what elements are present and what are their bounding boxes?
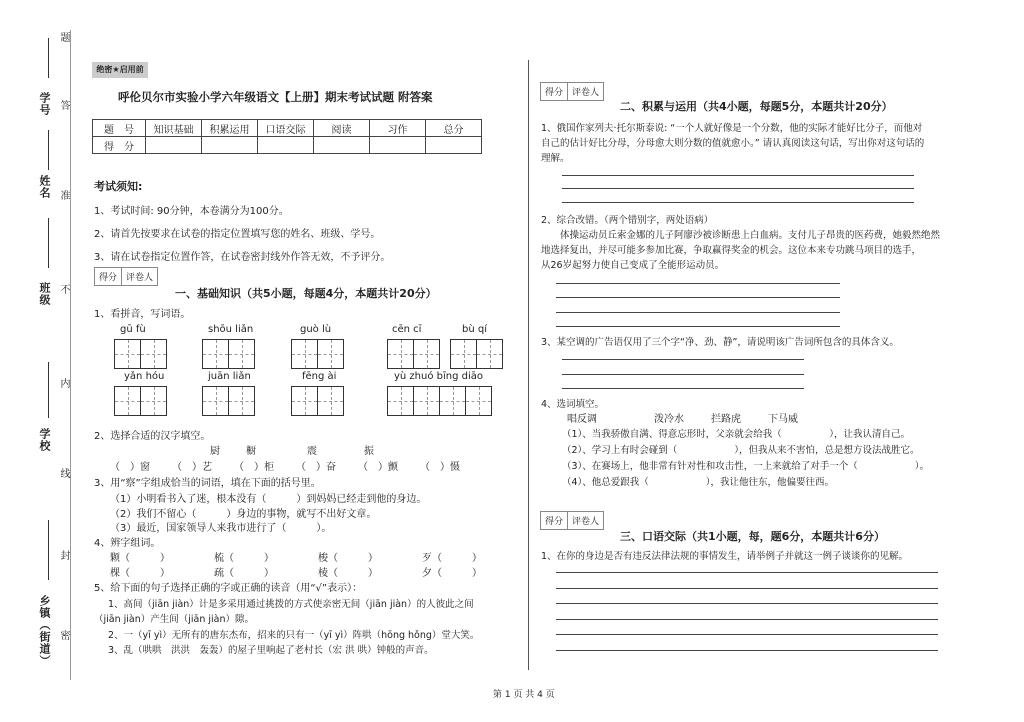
pinyin-label: cēn cī: [392, 324, 422, 335]
seal-mark-feng: 封: [58, 550, 69, 560]
s2-q1-line: 理解。: [541, 153, 570, 164]
q2-blank[interactable]: （ ）慑: [420, 462, 460, 473]
fill-line-id: [48, 38, 49, 78]
seal-mark-zhun: 准: [58, 190, 69, 200]
q3-item: （2）我们不留心（ ）身边的事物，就写不出好文章。: [110, 509, 377, 520]
grader-box: [94, 267, 158, 286]
score-cell: 口语交际: [258, 120, 314, 137]
q4-item[interactable]: 歹（ ）: [422, 553, 482, 564]
label-student-id: 学号: [38, 92, 51, 116]
writing-box[interactable]: [140, 386, 167, 416]
q2-char: 震: [307, 446, 317, 457]
writing-box[interactable]: [476, 339, 503, 369]
q5-item: （jiān jiàn）产生间（jiān jiàn）隙。: [94, 614, 255, 625]
notice-item: 1、考试时间: 90分钟，本卷满分为100分。: [94, 206, 289, 217]
answer-line[interactable]: [556, 283, 840, 284]
word-choice: 唱反调: [567, 414, 597, 425]
q5-prompt: 5、给下面的句子选择正确的字或正确的读音（用“√”表示）：: [94, 583, 363, 594]
grader-score-label: 得分: [95, 268, 122, 285]
q2-char: 厨: [210, 446, 220, 457]
s2-q2-line: 2、综合改错。（两个错别字，两处语病）: [541, 215, 714, 226]
answer-line[interactable]: [562, 359, 804, 360]
score-cell: 题 号: [93, 120, 146, 137]
q4-item[interactable]: 夕（ ）: [422, 568, 482, 579]
writing-box[interactable]: [413, 339, 440, 369]
writing-box[interactable]: [413, 386, 440, 416]
notice-item: 2、请首先按要求在试卷的指定位置填写您的姓名、班级、学号。: [94, 229, 381, 240]
answer-line[interactable]: [556, 297, 840, 298]
section2-heading: 二、积累与运用（共4小题，每题5分，本题共计20分）: [620, 100, 893, 113]
seal-mark-mi: 密: [58, 630, 69, 640]
answer-line[interactable]: [556, 603, 938, 604]
answer-line[interactable]: [562, 175, 914, 176]
word-choice: 下马威: [768, 414, 798, 425]
s2-q4-prompt: 4、选词填空。: [541, 399, 605, 410]
score-input-cell[interactable]: [426, 137, 482, 154]
s2-q4-item: （4）、他总爱跟我（ ），我让他往东，他偏要往西。: [562, 477, 835, 488]
score-input-cell[interactable]: [258, 137, 314, 154]
pinyin-label: guò lù: [300, 324, 332, 335]
q2-blank[interactable]: （ ）窗: [110, 462, 150, 473]
score-cell: 习作: [370, 120, 426, 137]
q2-blank[interactable]: （ ）艺: [172, 462, 212, 473]
grader-score-label: 得分: [541, 83, 568, 100]
q5-item: 2、一（yī yì）无所有的唐东杰布，招来的只有一（yī yì）阵哄（hōng hǒng）堂大笑。: [108, 630, 480, 641]
q4-item[interactable]: 棱（ ）: [318, 568, 378, 579]
answer-line[interactable]: [562, 188, 914, 189]
pinyin-label: juān liǎn: [208, 371, 251, 382]
q3-prompt: 3、用“察”字组成恰当的词语，填在下面的括号里。: [94, 478, 321, 489]
s2-q4-item: （2）、学习上有时会碰到（ ），但我从来不害怕，总是想方设法战胜它。: [562, 445, 920, 456]
pinyin-label: shōu liǎn: [208, 324, 254, 335]
writing-box[interactable]: [140, 339, 167, 369]
score-cell: 阅读: [314, 120, 370, 137]
notice-item: 3、请在试卷指定位置作答，在试卷密封线外作答无效，不予评分。: [94, 252, 391, 263]
score-cell: 知识基础: [146, 120, 202, 137]
score-table: [92, 119, 482, 154]
s2-q1-line: 1、俄国作家列夫·托尔斯泰说: “一个人就好像是一个分数，他的实际才能好比分子，而他对: [541, 123, 923, 134]
s3-q1-prompt: 1、在你的身边是否有违反法律法规的事情发生，请举例子并就这一例子谈谈你的见解。: [541, 551, 909, 562]
writing-box[interactable]: [387, 339, 414, 369]
section3-heading: 三、口语交际（共1小题，每，题6分，本题共计6分）: [620, 530, 885, 543]
score-table-value-row: [93, 137, 482, 154]
word-choice: 泼冷水: [654, 414, 684, 425]
writing-box[interactable]: [291, 386, 318, 416]
fill-line-name: [48, 130, 49, 170]
score-input-cell[interactable]: [314, 137, 370, 154]
q2-blank[interactable]: （ ）颤: [358, 462, 398, 473]
q5-item: 1、高间（jiān jiàn）计是多采用通过挑拨的方式使亲密无间（jiān jiàn）的人彼此之间: [108, 599, 474, 610]
s2-q2-line: 从26岁起努力使自己变成了全能形运动员。: [541, 260, 725, 271]
answer-line[interactable]: [562, 374, 804, 375]
q1-prompt: 1、看拼音，写词语。: [94, 309, 191, 320]
q2-blank[interactable]: （ ）柜: [234, 462, 274, 473]
label-school: 学校: [38, 428, 51, 452]
seal-mark-xian: 线: [58, 468, 69, 478]
answer-line[interactable]: [562, 202, 914, 203]
score-input-cell[interactable]: [202, 137, 258, 154]
page-number: 第 1 页 共 4 页: [493, 690, 555, 700]
pinyin-label: yù zhuó bīng diāo: [394, 371, 484, 382]
writing-box[interactable]: [114, 339, 141, 369]
writing-box[interactable]: [202, 386, 229, 416]
answer-line[interactable]: [562, 388, 804, 389]
writing-box[interactable]: [202, 339, 229, 369]
q3-item: （3）最近，国家领导人来我市进行了（ ）。: [110, 523, 332, 534]
score-cell: 得 分: [93, 137, 146, 154]
s2-q3-prompt: 3、某空调的广告语仅用了三个字“净、劲、静”，请说明该广告词所包含的具体含义。: [541, 337, 899, 348]
s2-q4-item: （1）、当我骄傲自满、得意忘形时，父亲就会给我（ ），让我认清自己。: [562, 429, 911, 440]
writing-box[interactable]: [228, 339, 255, 369]
grader-score-label: 得分: [541, 512, 568, 529]
q2-prompt: 2、选择合适的汉字填空。: [94, 431, 211, 442]
writing-box[interactable]: [439, 386, 466, 416]
secret-badge: 绝密★启用前: [92, 62, 148, 78]
q4-item[interactable]: 疏（ ）: [214, 568, 274, 579]
section1-heading: 一、基础知识（共5小题，每题4分，本题共计20分）: [175, 287, 437, 300]
seal-mark-ti: 题: [58, 32, 69, 42]
score-cell: 积累运用: [202, 120, 258, 137]
writing-box[interactable]: [465, 386, 492, 416]
score-table-header-row: [93, 120, 482, 137]
q3-item: （1）小明看书入了迷，根本没有（ ）到妈妈已经走到他的身边。: [110, 494, 427, 505]
binding-line: [70, 30, 71, 680]
grader-box: [540, 511, 604, 530]
label-name: 姓名: [38, 175, 51, 199]
answer-line[interactable]: [556, 572, 938, 573]
pinyin-label: yǎn hóu: [124, 371, 165, 382]
q4-item[interactable]: 棵（ ）: [110, 568, 170, 579]
q4-item[interactable]: 梭（ ）: [318, 553, 378, 564]
writing-box[interactable]: [317, 339, 344, 369]
writing-box[interactable]: [114, 386, 141, 416]
score-cell: 总分: [426, 120, 482, 137]
writing-box[interactable]: [450, 339, 477, 369]
q2-char: 橱: [246, 446, 256, 457]
q4-item[interactable]: 颗（ ）: [110, 553, 170, 564]
answer-line[interactable]: [556, 634, 938, 635]
grader-reviewer-label: 评卷人: [572, 88, 600, 98]
q2-blank[interactable]: （ ）奋: [296, 462, 336, 473]
grader-reviewer-label: 评卷人: [126, 273, 154, 283]
writing-box[interactable]: [228, 386, 255, 416]
pinyin-label: bù qí: [462, 324, 487, 335]
word-choice: 拦路虎: [711, 414, 741, 425]
answer-line[interactable]: [556, 312, 840, 313]
q2-char: 振: [364, 446, 374, 457]
page-title: 呼伦贝尔市实验小学六年级语文【上册】期末考试试题 附答案: [118, 90, 433, 104]
s2-q2-line: 体操运动员丘索金娜的儿子阿廖沙被诊断患上白血病。支付儿子昂贵的医药费，她毅然绝然: [541, 230, 941, 241]
s2-q4-item: （3）、在赛场上，他非常有针对性和攻击性，一上来就给了对手一个（ ）。: [562, 461, 930, 472]
grader-box: [540, 82, 604, 101]
seal-mark-bu: 不: [58, 284, 69, 294]
writing-box[interactable]: [387, 386, 414, 416]
seal-mark-da: 答: [58, 100, 69, 110]
q5-item: 3、乱（哄哄 洪洪 轰轰）的屋子里响起了老村长（宏 洪 哄）钟般的声音。: [108, 645, 434, 656]
answer-line[interactable]: [556, 588, 938, 589]
column-divider: [528, 60, 529, 670]
fill-line-town: [48, 520, 49, 580]
q4-item[interactable]: 梳（ ）: [214, 553, 274, 564]
score-input-cell[interactable]: [146, 137, 202, 154]
pinyin-label: fēng ài: [302, 371, 337, 382]
seal-mark-nei: 内: [58, 378, 69, 388]
label-class: 班级: [38, 282, 51, 306]
fill-line-class: [48, 218, 49, 268]
notice-heading: 考试须知:: [94, 180, 143, 193]
grader-reviewer-label: 评卷人: [572, 517, 600, 527]
s2-q1-line: 自己的估计好比分母，分母愈大则分数的值就愈小。” 请认真阅读这句话，写出你对这句话的: [541, 138, 925, 149]
pinyin-label: gū fù: [120, 324, 146, 335]
answer-line[interactable]: [556, 326, 840, 327]
writing-box[interactable]: [291, 339, 318, 369]
q4-prompt: 4、辨字组词。: [94, 538, 161, 549]
writing-box[interactable]: [317, 386, 344, 416]
answer-line[interactable]: [556, 619, 938, 620]
score-input-cell[interactable]: [370, 137, 426, 154]
label-town: 乡镇（街道）: [38, 595, 51, 667]
fill-line-school: [48, 362, 49, 418]
s2-q2-line: 地选择复出，并尽可能多参加比赛，争取赢得奖金的机会。这位本来专功跳马项目的选手，: [541, 245, 922, 256]
answer-line[interactable]: [556, 650, 938, 651]
